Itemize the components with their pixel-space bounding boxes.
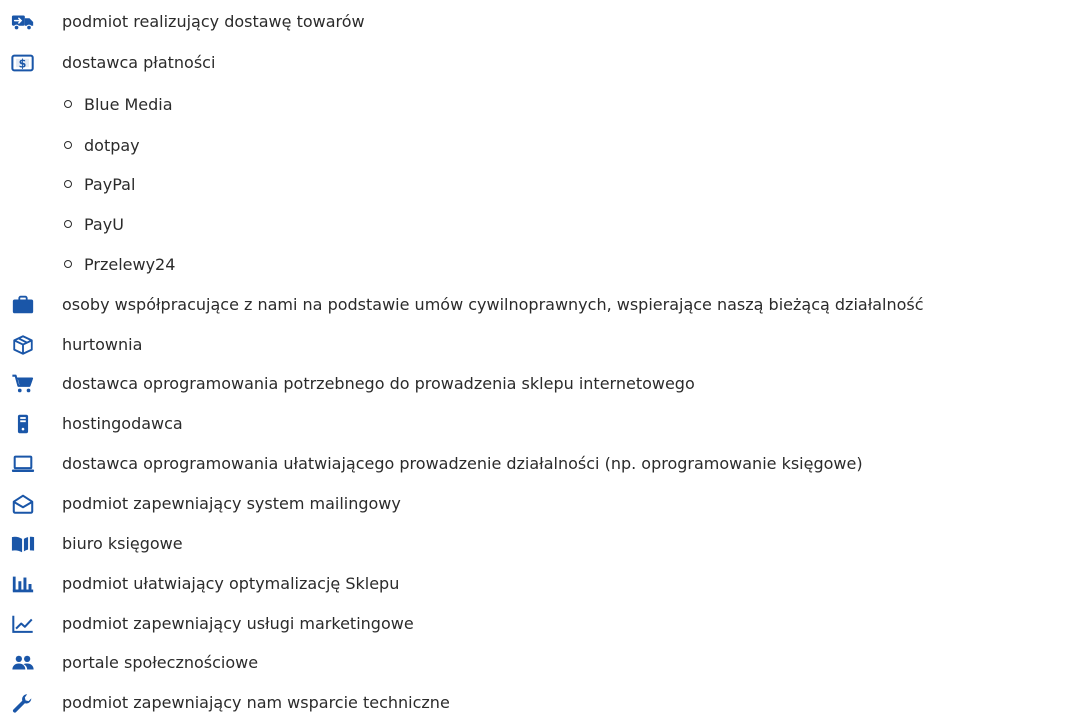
briefcase-icon <box>10 293 36 317</box>
laptop-icon <box>10 452 36 476</box>
shopping-cart-icon <box>10 372 36 396</box>
line-chart-icon <box>10 612 36 636</box>
list-item-provider <box>64 169 135 199</box>
provider-label: Przelewy24 <box>84 254 176 274</box>
list-item-provider <box>64 249 175 279</box>
item-label: dostawca płatności <box>62 53 216 72</box>
server-icon <box>10 412 36 436</box>
provider-label: dotpay <box>84 135 140 155</box>
book-open-icon <box>10 532 36 556</box>
cube-icon <box>10 333 36 357</box>
item-label: hostingodawca <box>62 414 183 433</box>
item-label: biuro księgowe <box>62 534 183 553</box>
bullet-icon <box>64 141 72 149</box>
envelope-open-icon <box>10 492 36 516</box>
item-label: podmiot ułatwiający optymalizację Sklepu <box>62 574 400 593</box>
item-label: podmiot zapewniający system mailingowy <box>62 494 401 513</box>
item-label: osoby współpracujące z nami na podstawie umów cywilnoprawnych, wspierające naszą bieżącą działalność <box>62 295 924 314</box>
list-item-provider <box>64 89 173 119</box>
list-item-provider <box>64 130 140 160</box>
item-label: podmiot zapewniający usługi marketingowe <box>62 614 414 633</box>
item-label: portale społecznościowe <box>62 653 259 672</box>
provider-label: PayU <box>84 214 124 234</box>
provider-label: Blue Media <box>84 94 173 114</box>
money-bill-icon <box>10 51 36 75</box>
item-label: dostawca oprogramowania potrzebnego do prowadzenia sklepu internetowego <box>62 374 695 393</box>
list-item-provider <box>64 209 124 239</box>
bullet-icon <box>64 100 72 108</box>
users-icon <box>10 651 36 675</box>
bullet-icon <box>64 180 72 188</box>
item-label: hurtownia <box>62 335 143 354</box>
wrench-icon <box>10 691 36 715</box>
item-label: dostawca oprogramowania ułatwiającego prowadzenie działalności (np. oprogramowanie księgowe) <box>62 454 863 473</box>
bar-chart-icon <box>10 572 36 596</box>
bullet-icon <box>64 260 72 268</box>
provider-label: PayPal <box>84 174 136 194</box>
svg-text:$: $ <box>18 57 27 71</box>
item-label: podmiot zapewniający nam wsparcie techniczne <box>62 693 450 712</box>
item-label: podmiot realizujący dostawę towarów <box>62 12 365 31</box>
truck-icon <box>10 10 36 34</box>
bullet-icon <box>64 220 72 228</box>
